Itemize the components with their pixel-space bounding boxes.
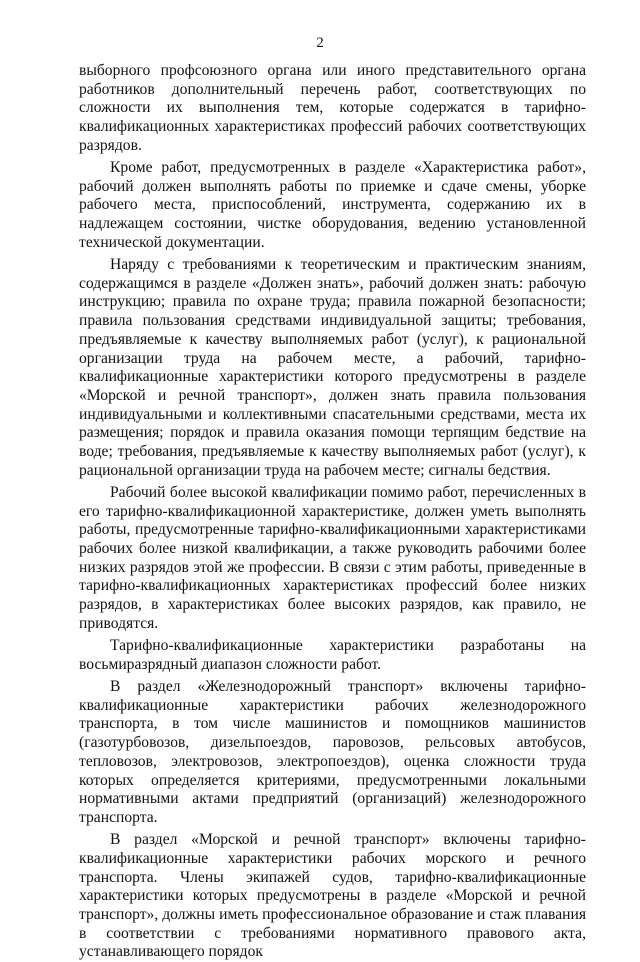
document-body [79, 62, 586, 962]
paragraph-marine-section: В раздел «Морской и речной транспорт» включены тарифно-квалификационные характеристики рабочих морского и речного транспорта. Члены экипажей судов, тарифно-квалификационные характеристики которых предусмотрены в разделе «Морской и речной транспорт», должны иметь профессиональное образование и стаж плавания в соответствии с требованиями нормативного правового акта, устанавливающего порядок [79, 831, 586, 961]
paragraph-grade-range: Тарифно-квалификационные характеристики разработаны на восьмиразрядный диапазон сложности работ. [79, 637, 586, 673]
paragraph-knowledge-requirements: Наряду с требованиями к теоретическим и практическим знаниям, содержащимся в разделе «Должен знать», рабочий должен знать: рабочую инструкцию; правила по охране труда; правила пожарной безопасности; правила пользования средствами индивидуальной защиты; требования, предъявляемые к качеству выполняемых работ (услуг), к рациональной организации труда на рабочем месте, а рабочий, тарифно-квалификационные характеристики которого предусмотрены в разделе «Морской и речной транспорт», должен знать правила пользования индивидуальными и коллективными спасательными средствами, места их размещения; порядок и правила оказания помощи терпящим бедствие на воде; требования, предъявляемые к качеству выполняемых работ (услуг), к рациональной организации труда на рабочем месте; сигналы бедствия. [79, 256, 586, 479]
page-number: 2 [316, 35, 324, 51]
paragraph-higher-qualification: Рабочий более высокой квалификации помимо работ, перечисленных в его тарифно-квалификационной характеристике, должен уметь выполнять работы, предусмотренные тарифно-квалификационными характеристиками рабочих более низкой квалификации, а также руководить рабочими более низких разрядов этой же профессии. В связи с этим работы, приведенные в тарифно-квалификационных характеристиках профессий более низких разрядов, в характеристиках более высоких разрядов, как правило, не приводятся. [79, 483, 586, 632]
paragraph-work-duties: Кроме работ, предусмотренных в разделе «Характеристика работ», рабочий должен выполнять работы по приемке и сдаче смены, уборке рабочего места, приспособлений, инструмента, содержанию их в надлежащем состоянии, чистке оборудования, ведению установленной технической документации. [79, 159, 586, 251]
paragraph-continuation: выборного профсоюзного органа или иного представительного органа работников дополнительный перечень работ, соответствующих по сложности их выполнения тем, которые содержатся в тарифно-квалификационных характеристиках профессий рабочих соответствующих разрядов. [79, 62, 586, 154]
paragraph-railway-section: В раздел «Железнодорожный транспорт» включены тарифно-квалификационные характеристики рабочих железнодорожного транспорта, в том числе машинистов и помощников машинистов (газотурбовозов, дизельпоездов, паровозов, рельсовых автобусов, тепловозов, электровозов, электропоездов), оценка сложности труда которых определяется критериями, предусмотренными локальными нормативными актами предприятий (организаций) железнодорожного транспорта. [79, 678, 586, 826]
